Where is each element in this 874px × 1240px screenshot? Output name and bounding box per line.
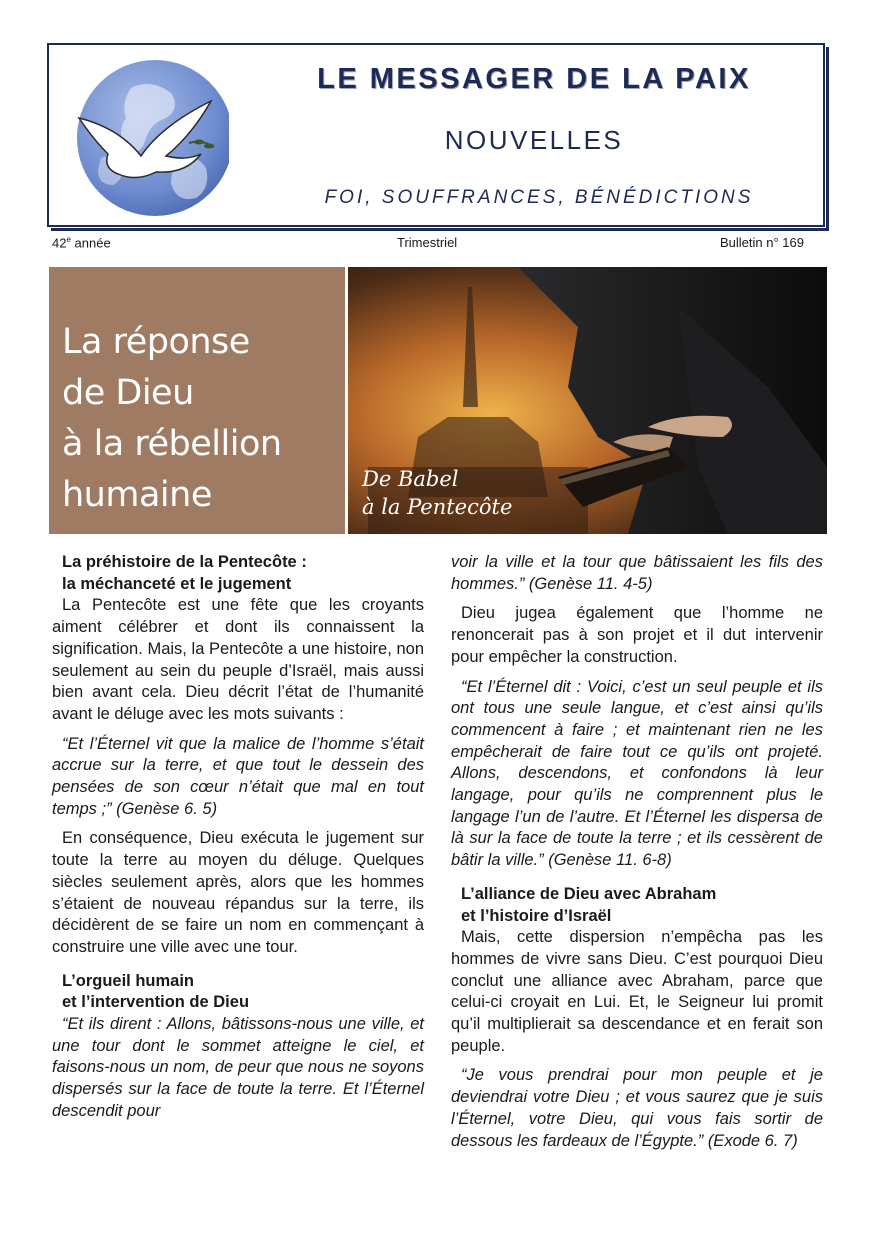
quote-genese-11-6: “Et l’Éternel dit : Voici, c’est un seul peuple et ils ont tous une seule langue, et c’est ainsi qu’ils commencent à faire ; et maintenant rien ne les empêcherait de faire tout ce qu’ils ont projeté. Allons, descendons, et confondons là leur langage, pour qu’ils ne comprennent plus le langage l’un de l’autre. Et l’Éternel les dispersa de là sur la face de toute la terre ; et ils cessèrent de bâtir la ville.” (Genèse 11. 6-8) [451, 677, 823, 870]
newsletter-tagline: FOI, SOUFFRANCES, BÉNÉDICTIONS [324, 187, 754, 208]
left-column [52, 552, 424, 1131]
quote-exode-6-7: “Je vous prendrai pour mon peuple et je deviendrai votre Dieu ; et vous saurez que je suis l’Éternel, votre Dieu, qui vous fais sortir de dessous les fardeaux de l’Égypte.” (Exode 6. 7) [451, 1066, 823, 1150]
newsletter-subtitle: NOUVELLES [444, 125, 624, 155]
right-column [451, 552, 823, 1160]
quote-genese-6-5: “Et l’Éternel vit que la malice de l’homme s’était accrue sur la terre, et que tout le dessein des pensées de son cœur n’était que mal en tout temps ;” (Genèse 6. 5) [52, 734, 424, 818]
paragraph-deluge: En conséquence, Dieu exécuta le jugement sur toute la terre au moyen du déluge. Quelques siècles seulement après, alors que les hommes s’étaient de nouveau répandus sur la terre, ils décidèrent de se faire un nom en commençant à construire une ville avec une tour. [52, 829, 424, 956]
globe-dove-icon [71, 48, 229, 224]
bulletin-number: Bulletin n° 169 [720, 235, 804, 250]
year-label: 42e année [52, 235, 111, 251]
hero-caption: De Babel à la Pentecôte [362, 467, 513, 519]
paragraph-intro: La Pentecôte est une fête que les croyants aiment célébrer et dont ils connaissent la signification. Mais, la Pentecôte a une histoire, non seulement au sein du peuple d’Israël, mais aussi bien avant cela. Dieu décrit l’état de l’humanité avant le déluge avec les mots suivants : [52, 596, 424, 723]
newsletter-title: LE MESSAGER DE LA PAIX [317, 63, 751, 95]
hero-photo [348, 267, 827, 534]
hero-title-panel [49, 267, 345, 534]
quote-genese-11-4: “Et ils dirent : Allons, bâtissons-nous une ville, et une tour dont le sommet atteigne le ciel, et faisons-nous un nom, de peur que nous ne soyons dispersés sur la face de toute la terre. Et l’Éternel descendit pour [52, 1015, 424, 1120]
paragraph-abraham: Mais, cette dispersion n’empêcha pas les hommes de vivre sans Dieu. C’est pourquoi Dieu conclut une alliance avec Abraham, parce que celui-ci croyait en Lui. Et, le Seigneur lui promit qu’il multiplierait sa descendance et en ferait son peuple. [451, 928, 823, 1055]
masthead [47, 43, 825, 227]
frequency-label: Trimestriel [397, 235, 458, 250]
section-heading-orgueil: L’orgueil humain et l’intervention de Dieu [62, 971, 250, 1012]
section-heading-alliance: L’alliance de Dieu avec Abraham et l’histoire d’Israël [461, 884, 717, 925]
paragraph-jugement: Dieu jugea également que l’homme ne renoncerait pas à son projet et il dut intervenir pour empêcher la construction. [451, 604, 823, 666]
section-heading-prehistoire: La préhistoire de la Pentecôte : la méchanceté et le jugement [62, 553, 307, 593]
hero-title: La réponse de Dieu à la rébellion humaine [62, 322, 282, 515]
quote-genese-11-4-cont: voir la ville et la tour que bâtissaient les fils des hommes.” (Genèse 11. 4-5) [451, 553, 823, 593]
